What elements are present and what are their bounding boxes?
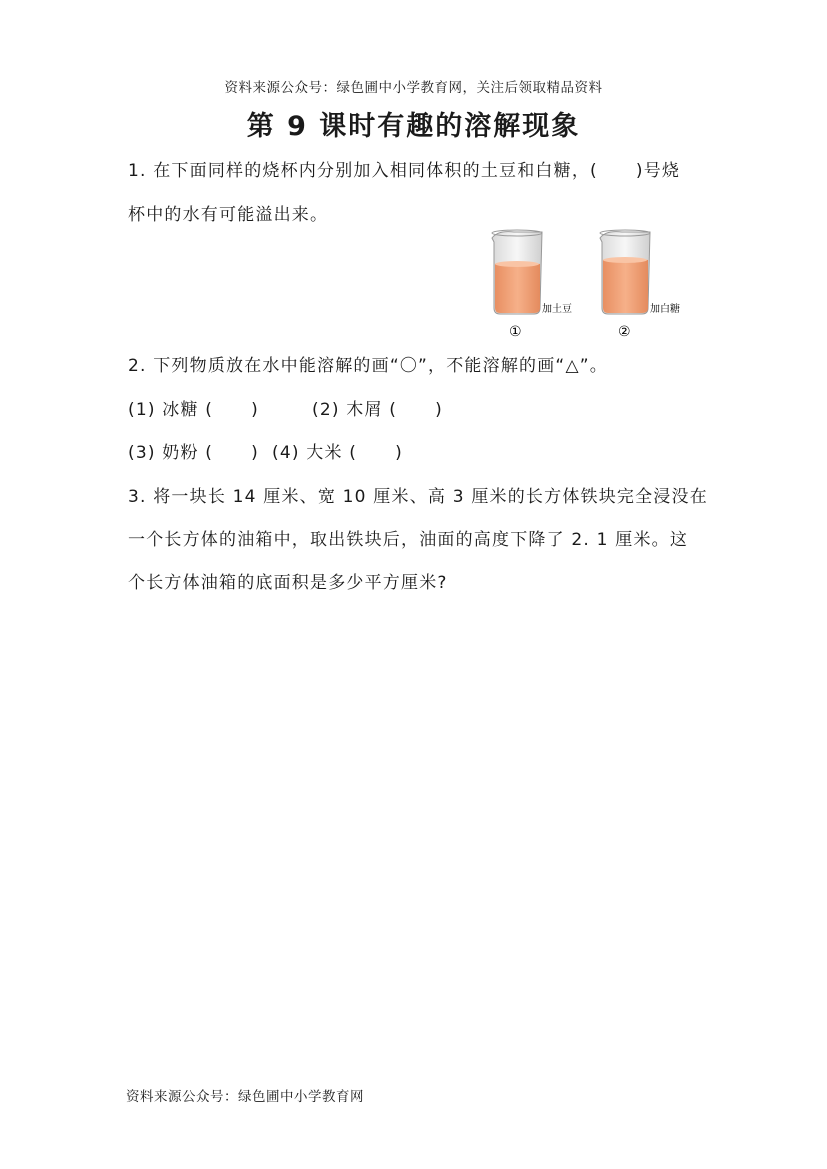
q1-line-2: 杯中的水有可能溢出来。 [128, 205, 329, 225]
beaker-1-number: ① [509, 324, 522, 340]
q2-item-2-label: (2) 木屑 ( [312, 400, 398, 420]
beaker-2-number: ② [618, 324, 631, 340]
q2-item-4-close: ) [395, 443, 403, 463]
q2-item-4 [272, 438, 403, 463]
q3-line-1: 3. 将一块长 14 厘米、宽 10 厘米、高 3 厘米的长方体铁块完全浸没在 [128, 487, 708, 507]
beaker-2-label: 加白糖 [650, 304, 680, 315]
q3-line-3: 个长方体油箱的底面积是多少平方厘米? [128, 573, 448, 593]
source-note-header: 资料来源公众号：绿色圃中小学教育网，关注后领取精品资料 [224, 80, 603, 96]
q2-item-4-label: (4) 大米 ( [272, 443, 358, 463]
beakers-illustration [484, 228, 704, 343]
page-title: 第 9 课时有趣的溶解现象 [246, 111, 581, 142]
q1-text-before-blank: 1. 在下面同样的烧杯内分别加入相同体积的土豆和白糖，( [128, 161, 598, 181]
q3-line-2: 一个长方体的油箱中，取出铁块后，油面的高度下降了 2. 1 厘米。这 [128, 530, 689, 550]
q1-text-after-blank: )号烧 [635, 161, 681, 181]
q2-item-1 [128, 395, 259, 420]
beaker-1-label: 加土豆 [542, 304, 572, 315]
beaker-2 [600, 230, 650, 314]
q2-item-1-close: ) [251, 400, 259, 420]
q2-item-2-close: ) [435, 400, 443, 420]
beaker-1 [492, 230, 542, 314]
source-note-footer: 资料来源公众号：绿色圃中小学教育网 [126, 1089, 364, 1105]
q2-item-3 [128, 438, 259, 463]
q2-item-3-close: ) [251, 443, 259, 463]
q1-line-1 [128, 156, 680, 181]
q2-item-1-label: (1) 冰糖 ( [128, 400, 214, 420]
q2-item-2 [312, 395, 443, 420]
q2-item-3-label: (3) 奶粉 ( [128, 443, 214, 463]
q2-stem: 2. 下列物质放在水中能溶解的画“〇”，不能溶解的画“△”。 [128, 356, 608, 376]
